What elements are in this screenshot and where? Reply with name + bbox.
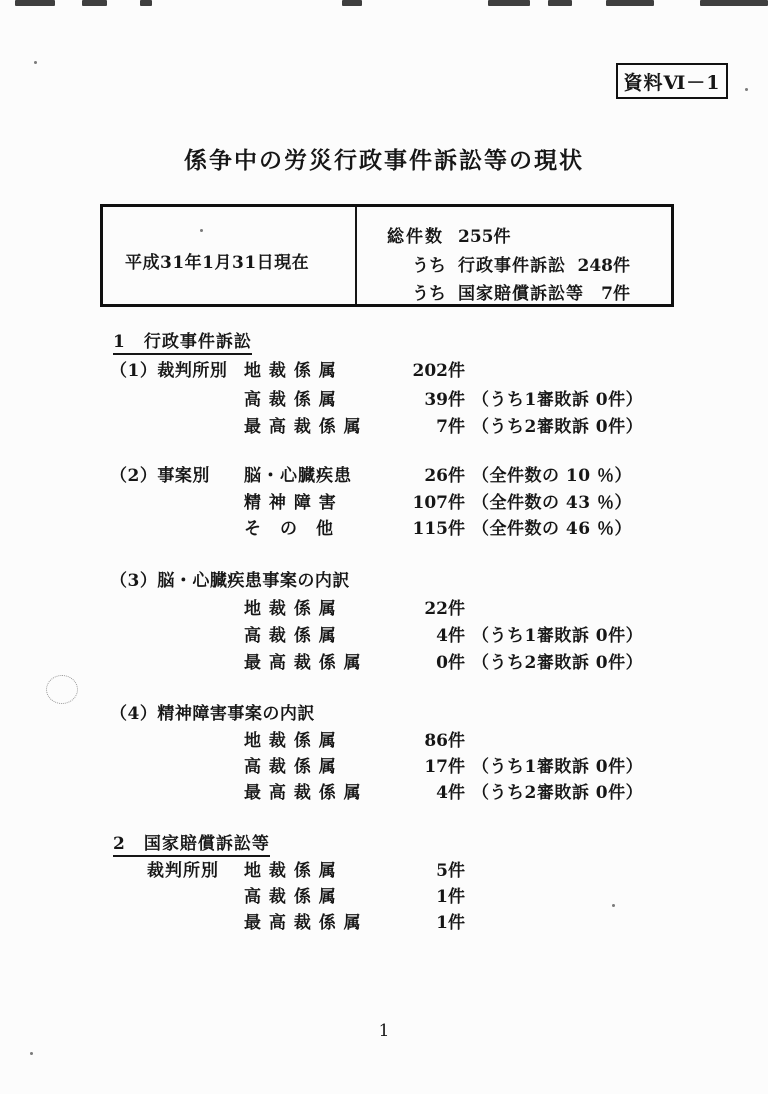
court-name: 高 裁 係 属 xyxy=(244,390,337,410)
summary-total-row xyxy=(355,222,671,247)
table-row xyxy=(0,621,768,645)
table-row xyxy=(0,752,768,776)
case-type: そ の 他 xyxy=(244,519,334,539)
table-row xyxy=(0,699,768,723)
table-row xyxy=(0,594,768,618)
scan-artifact-dash xyxy=(82,0,107,6)
count-note: （全件数の 10 ％） xyxy=(472,466,632,486)
scan-artifact-dash xyxy=(700,0,768,6)
case-count: 202件 xyxy=(412,361,465,381)
count-note: （全件数の 43 ％） xyxy=(472,493,632,513)
case-type: 精 神 障 害 xyxy=(244,493,337,513)
count-note: （うち1審敗訴 0件） xyxy=(472,757,644,777)
case-count: 39件 xyxy=(424,390,465,410)
scan-artifact-dash xyxy=(548,0,572,6)
table-row xyxy=(0,461,768,485)
count-note: （うち2審敗訴 0件） xyxy=(472,417,644,437)
breakdown-value: 7件 xyxy=(601,284,630,304)
breakdown-value: 248件 xyxy=(577,256,630,276)
scan-speck xyxy=(34,61,37,64)
table-row xyxy=(0,778,768,802)
case-count: 4件 xyxy=(436,626,465,646)
reference-tag-label: 資料Ⅵ－1 xyxy=(623,71,721,94)
summary-box xyxy=(100,204,674,307)
court-name: 最 高 裁 係 属 xyxy=(244,653,362,673)
count-note: （うち2審敗訴 0件） xyxy=(472,653,644,673)
count-note: （うち1審敗訴 0件） xyxy=(472,390,644,410)
case-count: 86件 xyxy=(424,731,465,751)
table-row xyxy=(0,648,768,672)
total-value: 255件 xyxy=(458,227,511,247)
table-row xyxy=(0,882,768,906)
summary-breakdown-row xyxy=(355,279,671,304)
case-count: 1件 xyxy=(436,913,465,933)
breakdown-label: 行政事件訴訟 xyxy=(458,256,566,276)
court-name: 地 裁 係 属 xyxy=(244,731,337,751)
case-count: 107件 xyxy=(412,493,465,513)
count-note: （うち1審敗訴 0件） xyxy=(472,626,644,646)
case-count: 22件 xyxy=(424,599,465,619)
reference-tag-box xyxy=(616,63,728,99)
breakdown-prefix: うち xyxy=(412,284,446,304)
block-label: 裁判所別 xyxy=(147,861,219,881)
case-count: 5件 xyxy=(436,861,465,881)
case-type: 脳・心臓疾患 xyxy=(244,466,352,486)
scan-speck xyxy=(30,1052,33,1055)
court-name: 最 高 裁 係 属 xyxy=(244,783,362,803)
case-count: 17件 xyxy=(424,757,465,777)
table-row xyxy=(0,385,768,409)
case-count: 26件 xyxy=(424,466,465,486)
case-count: 115件 xyxy=(412,519,465,539)
table-row xyxy=(0,356,768,380)
breakdown-prefix: うち xyxy=(412,256,446,276)
count-note: （全件数の 46 ％） xyxy=(472,519,632,539)
court-name: 最 高 裁 係 属 xyxy=(244,417,362,437)
scan-artifact-dash xyxy=(140,0,152,6)
table-row xyxy=(0,566,768,590)
court-name: 地 裁 係 属 xyxy=(244,361,337,381)
table-row xyxy=(0,514,768,538)
case-count: 7件 xyxy=(436,417,465,437)
section2-heading: 2 国家賠償訴訟等 xyxy=(113,829,270,857)
court-name: 高 裁 係 属 xyxy=(244,626,337,646)
summary-breakdown-row xyxy=(355,251,671,276)
case-count: 1件 xyxy=(436,887,465,907)
breakdown-label: 国家賠償訴訟等 xyxy=(458,284,584,304)
court-name: 最 高 裁 係 属 xyxy=(244,913,362,933)
block-label: （1）裁判所別 xyxy=(110,361,228,381)
court-name: 高 裁 係 属 xyxy=(244,887,337,907)
case-count: 0件 xyxy=(436,653,465,673)
table-row xyxy=(0,856,768,880)
block-label: （3）脳・心臓疾患事案の内訳 xyxy=(110,571,350,591)
block-label: （4）精神障害事案の内訳 xyxy=(110,704,315,724)
section1-heading: 1 行政事件訴訟 xyxy=(113,327,252,355)
scan-artifact-dash xyxy=(342,0,362,6)
scan-artifact-dash xyxy=(15,0,55,6)
table-row xyxy=(0,488,768,512)
page-number: 1 xyxy=(378,1021,390,1041)
case-count: 4件 xyxy=(436,783,465,803)
table-row xyxy=(0,908,768,932)
table-row xyxy=(0,412,768,436)
scan-artifact-dash xyxy=(488,0,530,6)
summary-totals xyxy=(355,207,671,304)
count-note: （うち2審敗訴 0件） xyxy=(472,783,644,803)
court-name: 地 裁 係 属 xyxy=(244,861,337,881)
court-name: 高 裁 係 属 xyxy=(244,757,337,777)
table-row xyxy=(0,726,768,750)
as-of-date: 平成31年1月31日現在 xyxy=(125,253,310,273)
block-label: （2）事案別 xyxy=(110,466,210,486)
total-label: 総件数 xyxy=(387,227,444,247)
scan-artifact-dash xyxy=(606,0,654,6)
court-name: 地 裁 係 属 xyxy=(244,599,337,619)
scan-speck xyxy=(745,88,748,91)
page-title: 係争中の労災行政事件訴訟等の現状 xyxy=(184,147,584,174)
